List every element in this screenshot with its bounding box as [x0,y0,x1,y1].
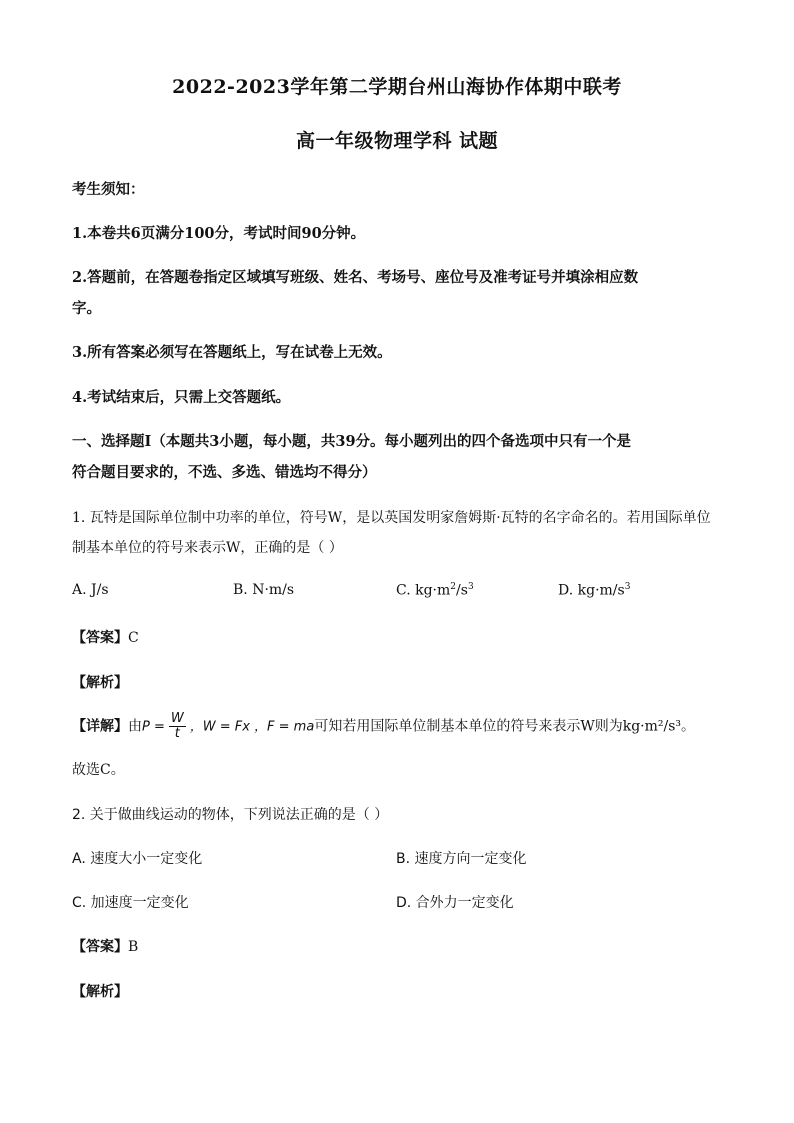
notice-item-2: 2.答题前，在答题卷指定区域填写班级、姓名、考场号、座位号及准考证号并填涂相应数 [72,269,639,286]
question-1-option-a: A. J/s [72,582,109,598]
notice-item-1: 1.本卷共6页满分100分，考试时间90分钟。 [72,225,366,242]
question-1-option-c: C. $kg\cdot m^2/s^3$ [396,582,474,599]
notice-heading: 考生须知： [72,181,145,198]
question-1-analysis-tag: 【解析】 [72,675,128,691]
section-heading-line1: 一、选择题Ⅰ（本题共3小题，每小题，共39分。每小题列出的四个备选项中只有一个是 [72,433,632,450]
question-2-answer: 【答案】B [72,939,139,955]
question-1-option-d: D. $kg\cdot m/s^3$ [558,582,631,599]
question-2-stem: 2. 关于做曲线运动的物体，下列说法正确的是（ ） [72,807,389,823]
question-1-stem-line1: 1. 瓦特是国际单位制中功率的单位，符号W，是以英国发明家詹姆斯·瓦特的名字命名的。若用国际单位 [72,510,711,526]
question-1-answer: 【答案】C [72,630,139,646]
notice-item-3: 3.所有答案必须写在答题纸上，写在试卷上无效。 [72,344,392,361]
exam-title: 2022-2023学年第二学期台州山海协作体期中联考 [172,76,622,98]
question-1-detail: 【详解】由P = $\frac{W}{t}$ ，W = Fx ，F = ma可知若用国际单位制基本单位的符号来表示W则为kg·m²/s³。 [72,711,696,741]
notice-item-2-cont: 字。 [72,300,101,317]
formula-fraction: $\frac{W}{t}$ [170,711,184,741]
question-2-option-b: B. 速度方向一定变化 [396,851,527,867]
question-2-option-a: A. 速度大小一定变化 [72,851,203,867]
question-1-option-b: B. N·m/s [233,582,295,598]
question-2-option-d: D. 合外力一定变化 [396,895,514,911]
notice-item-4: 4.考试结束后，只需上交答题纸。 [72,389,291,406]
exam-subtitle: 高一年级物理学科 试题 [295,130,499,152]
question-2-option-c: C. 加速度一定变化 [72,895,189,911]
question-1-stem-line2: 制基本单位的符号来表示W，正确的是（ ） [72,540,343,556]
section-heading-line2: 符合题目要求的，不选、多选、错选均不得分） [72,464,377,481]
question-1-conclusion: 故选C。 [72,762,125,778]
question-2-analysis-tag: 【解析】 [72,984,128,1000]
